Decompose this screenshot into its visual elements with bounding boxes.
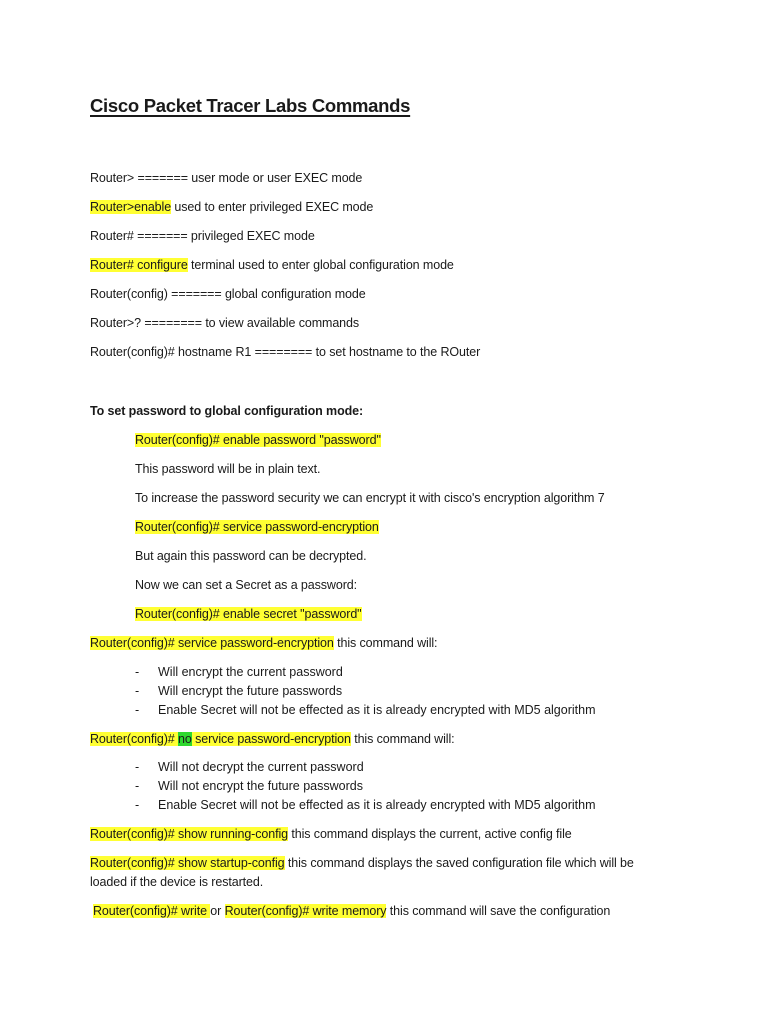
mode-line-privileged: [90, 228, 315, 244]
bullet-text: Will encrypt the current password: [158, 665, 343, 679]
mode-text: Router# ======= privileged EXEC mode: [90, 229, 315, 243]
command-highlight: Router(config)# show startup-config: [90, 856, 285, 870]
command-highlight: Router(config)#: [90, 732, 179, 746]
paragraph-text: This password will be in plain text.: [135, 462, 321, 476]
section-heading-password: To set password to global configuration mode:: [90, 404, 364, 418]
mode-text: Router(config)# hostname R1 ======== to set hostname to the ROuter: [90, 345, 481, 359]
password-line-decrypted: [135, 548, 366, 564]
show-startup-config-line-2: [90, 874, 263, 890]
paragraph-text: this command will save the configuration: [386, 904, 611, 918]
bullet-dash: -: [135, 760, 140, 774]
paragraph-text: But again this password can be decrypted.: [135, 549, 367, 563]
command-highlight: service password-encryption: [191, 732, 351, 746]
password-line-plain-text: [135, 461, 320, 477]
paragraph-text: this command will:: [333, 636, 438, 650]
bullet-text: Enable Secret will not be effected as it is already encrypted with MD5 algorithm: [158, 798, 596, 812]
command-highlight: Router(config)# enable secret "password": [135, 607, 362, 621]
bullet-dash: -: [135, 684, 140, 698]
password-line-increase-security: [135, 490, 605, 506]
command-highlight: Router(config)# service password-encryption: [135, 520, 379, 534]
mode-line-configure: [90, 257, 454, 273]
paragraph-text: loaded if the device is restarted.: [90, 875, 264, 889]
mode-line-global-config: [90, 286, 366, 302]
command-highlight: Router>enable: [90, 200, 172, 214]
mode-line-hostname: [90, 344, 480, 360]
bullet-item: [135, 759, 655, 775]
command-highlight: Router(config)# enable password "password": [135, 433, 381, 447]
show-running-config-line: [90, 826, 572, 842]
command-highlight: Router(config)# write: [93, 904, 211, 918]
bullet-text: Enable Secret will not be effected as it is already encrypted with MD5 algorithm: [158, 703, 596, 717]
bullet-item: [135, 702, 655, 718]
paragraph-text: To increase the password security we can encrypt it with cisco's encryption algorithm 7: [135, 491, 605, 505]
bullet-dash: -: [135, 703, 140, 717]
bullet-item: [135, 683, 655, 699]
mode-line-help: [90, 315, 359, 331]
command-highlight: Router(config)# service password-encryption: [90, 636, 334, 650]
mode-text: Router>? ======== to view available commands: [90, 316, 360, 330]
bullet-dash: -: [135, 665, 140, 679]
command-highlight: Router(config)# write memory: [224, 904, 387, 918]
service-encryption-line: [90, 635, 437, 651]
mode-line-user: [90, 170, 362, 186]
bullet-text: Will not encrypt the future passwords: [158, 779, 363, 793]
bullet-dash: -: [135, 798, 140, 812]
password-line-secret-intro: [135, 577, 357, 593]
bullet-text: Will encrypt the future passwords: [158, 684, 343, 698]
mode-text: terminal used to enter global configuration mode: [187, 258, 454, 272]
mode-line-enable: [90, 199, 373, 215]
bullet-dash: -: [135, 779, 140, 793]
password-line-enable-password: [135, 432, 381, 448]
paragraph-text: or: [210, 904, 225, 918]
show-startup-config-line: [90, 855, 634, 871]
bullet-item: [135, 664, 655, 680]
bullet-text: Will not decrypt the current password: [158, 760, 364, 774]
bullet-item: [135, 778, 655, 794]
paragraph-text: this command will:: [350, 732, 455, 746]
mode-text: Router(config) ======= global configuration mode: [90, 287, 366, 301]
paragraph-text: this command displays the current, active config file: [288, 827, 572, 841]
no-service-encryption-line: [90, 731, 455, 747]
command-highlight: Router# configure: [90, 258, 188, 272]
paragraph-text: this command displays the saved configuration file which will be: [284, 856, 634, 870]
bullet-item: [135, 797, 655, 813]
command-no-highlight: no: [178, 732, 192, 746]
password-line-service-encryption: [135, 519, 379, 535]
password-line-enable-secret: [135, 606, 362, 622]
write-line: [93, 903, 610, 919]
mode-text: Router> ======= user mode or user EXEC mode: [90, 171, 363, 185]
command-highlight: Router(config)# show running-config: [90, 827, 288, 841]
paragraph-text: Now we can set a Secret as a password:: [135, 578, 357, 592]
mode-text: used to enter privileged EXEC mode: [171, 200, 374, 214]
page-title: Cisco Packet Tracer Labs Commands: [90, 95, 411, 116]
